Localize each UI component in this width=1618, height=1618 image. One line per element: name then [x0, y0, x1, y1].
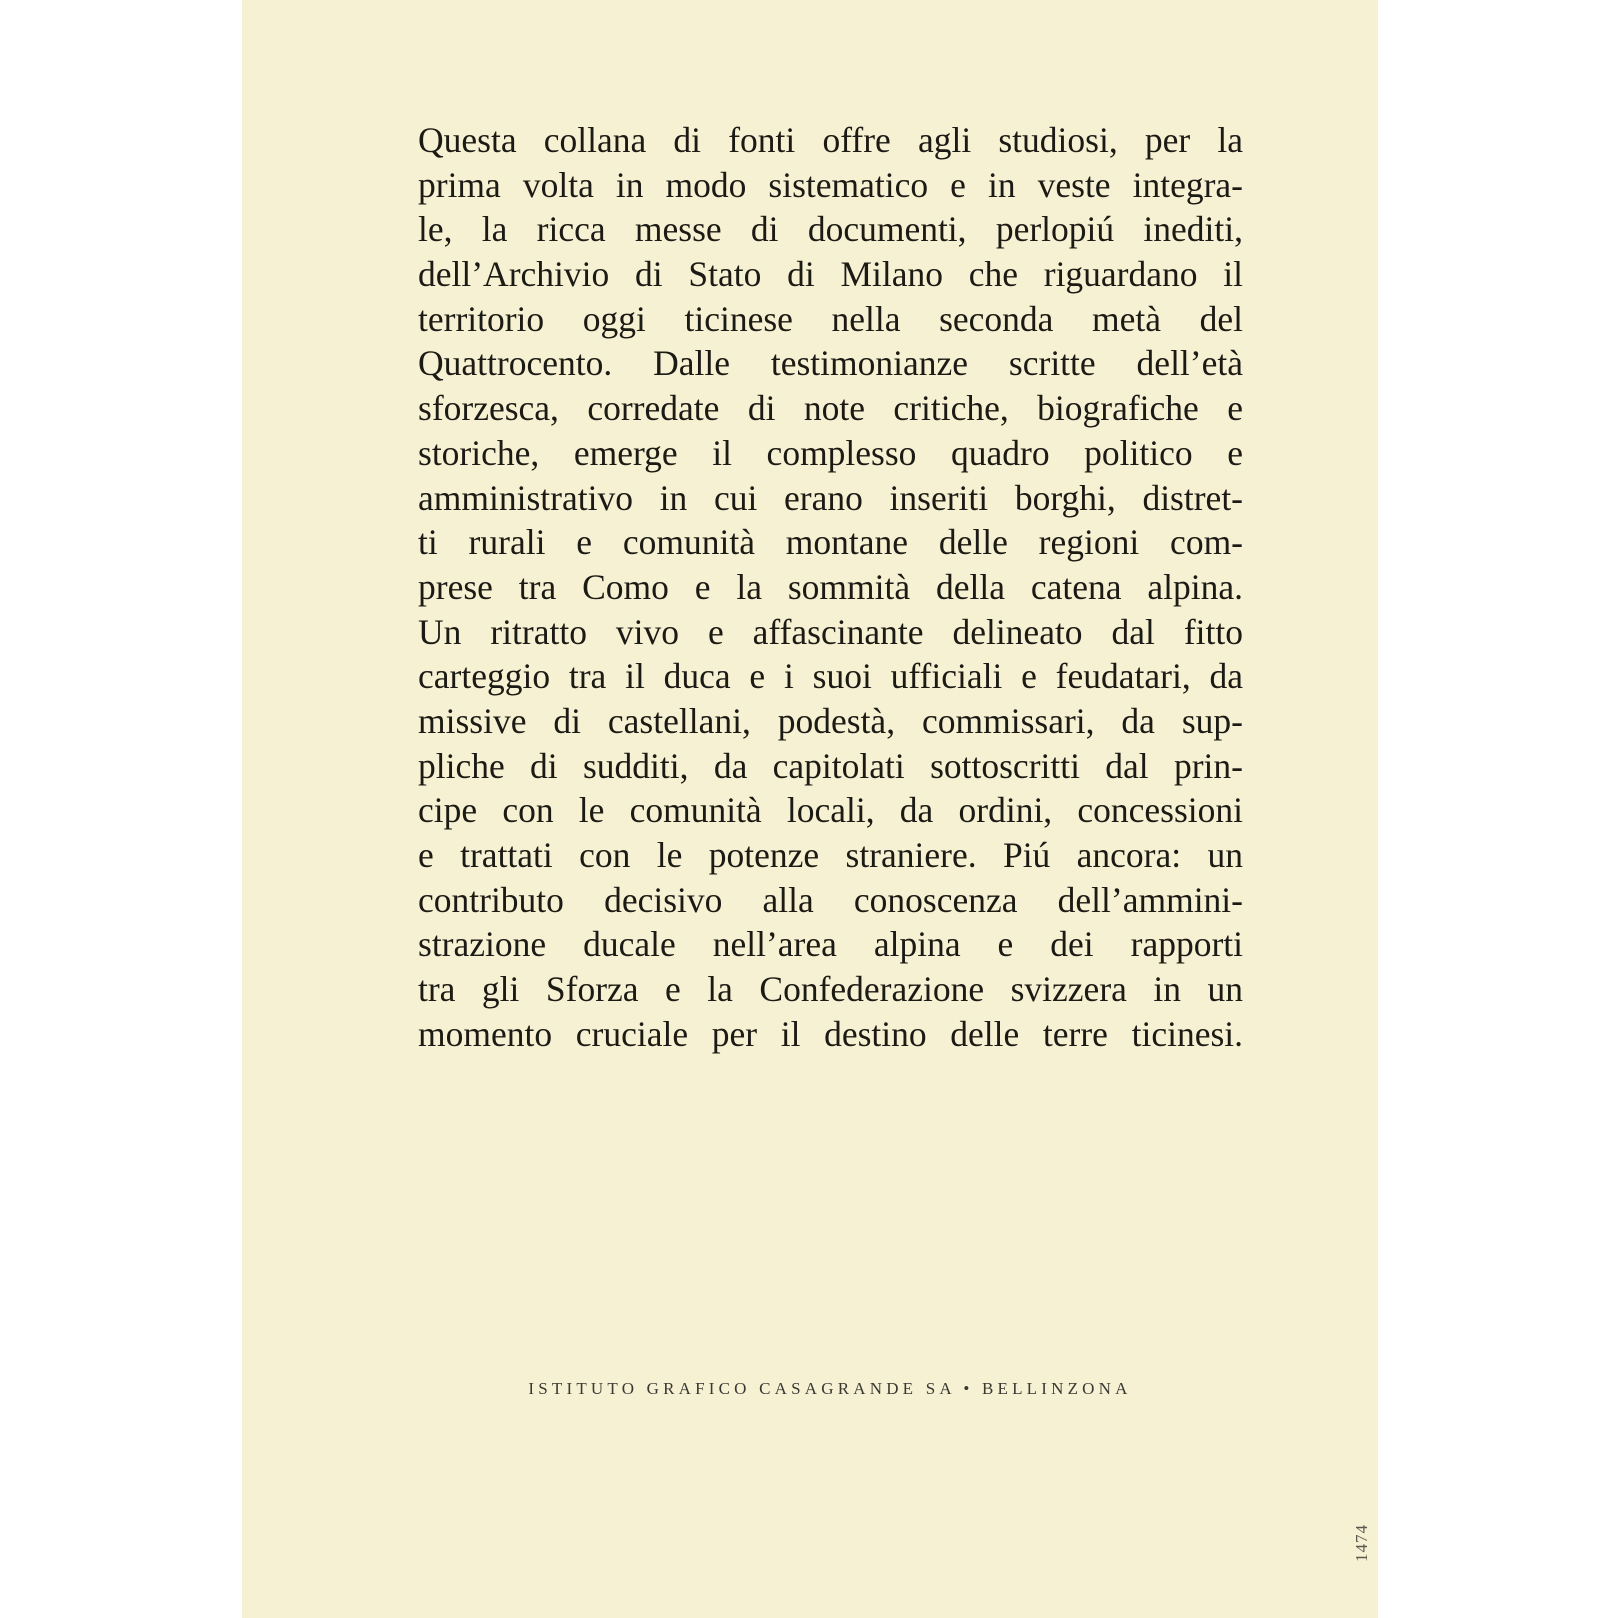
blurb-line: strazione ducale nell’area alpina e dei rapporti [418, 924, 1243, 965]
publisher-imprint: ISTITUTO GRAFICO CASAGRANDE SA • BELLINZONA [528, 1379, 1132, 1398]
blurb-line: momento cruciale per il destino delle terre ticinesi. [418, 1013, 1243, 1054]
blurb-line: pliche di sudditi, da capitolati sottoscritti dal prin- [418, 745, 1243, 786]
blurb-line: Quattrocento. Dalle testimonianze scritte dell’età [418, 343, 1243, 384]
blurb-line: prese tra Como e la sommità della catena alpina. [418, 566, 1243, 607]
blurb-line: missive di castellani, podestà, commissari, da sup- [418, 700, 1243, 741]
blurb-line: amministrativo in cui erano inseriti borghi, distret- [418, 477, 1243, 518]
blurb-line: tra gli Sforza e la Confederazione svizzera in un [418, 969, 1243, 1010]
blurb-line: territorio oggi ticinese nella seconda metà del [418, 298, 1243, 339]
blurb-line: ti rurali e comunità montane delle regioni com- [418, 522, 1243, 563]
blurb-line: contributo decisivo alla conoscenza dell’ammini- [418, 879, 1243, 920]
blurb-line: Questa collana di fonti offre agli studiosi, per la [418, 120, 1243, 160]
blurb-line: e trattati con le potenze straniere. Piú ancora: un [418, 835, 1243, 875]
blurb-line: Un ritratto vivo e affascinante delineato dal fitto [418, 611, 1243, 652]
blurb-line: storiche, emerge il complesso quadro politico e [418, 432, 1243, 473]
back-cover [242, 0, 1378, 1618]
blurb-line: carteggio tra il duca e i suoi ufficiali e feudatari, da [418, 656, 1243, 697]
cover-blurb [418, 118, 1243, 1056]
blurb-line: cipe con le comunità locali, da ordini, concessioni [418, 790, 1243, 831]
catalog-code: 1474 [1352, 1524, 1371, 1562]
blurb-line: le, la ricca messe di documenti, perlopiú inediti, [418, 209, 1243, 250]
blurb-line: sforzesca, corredate di note critiche, biografiche e [418, 388, 1243, 429]
blurb-line: prima volta in modo sistematico e in veste integra- [418, 164, 1243, 205]
blurb-line: dell’Archivio di Stato di Milano che riguardano il [418, 254, 1243, 295]
